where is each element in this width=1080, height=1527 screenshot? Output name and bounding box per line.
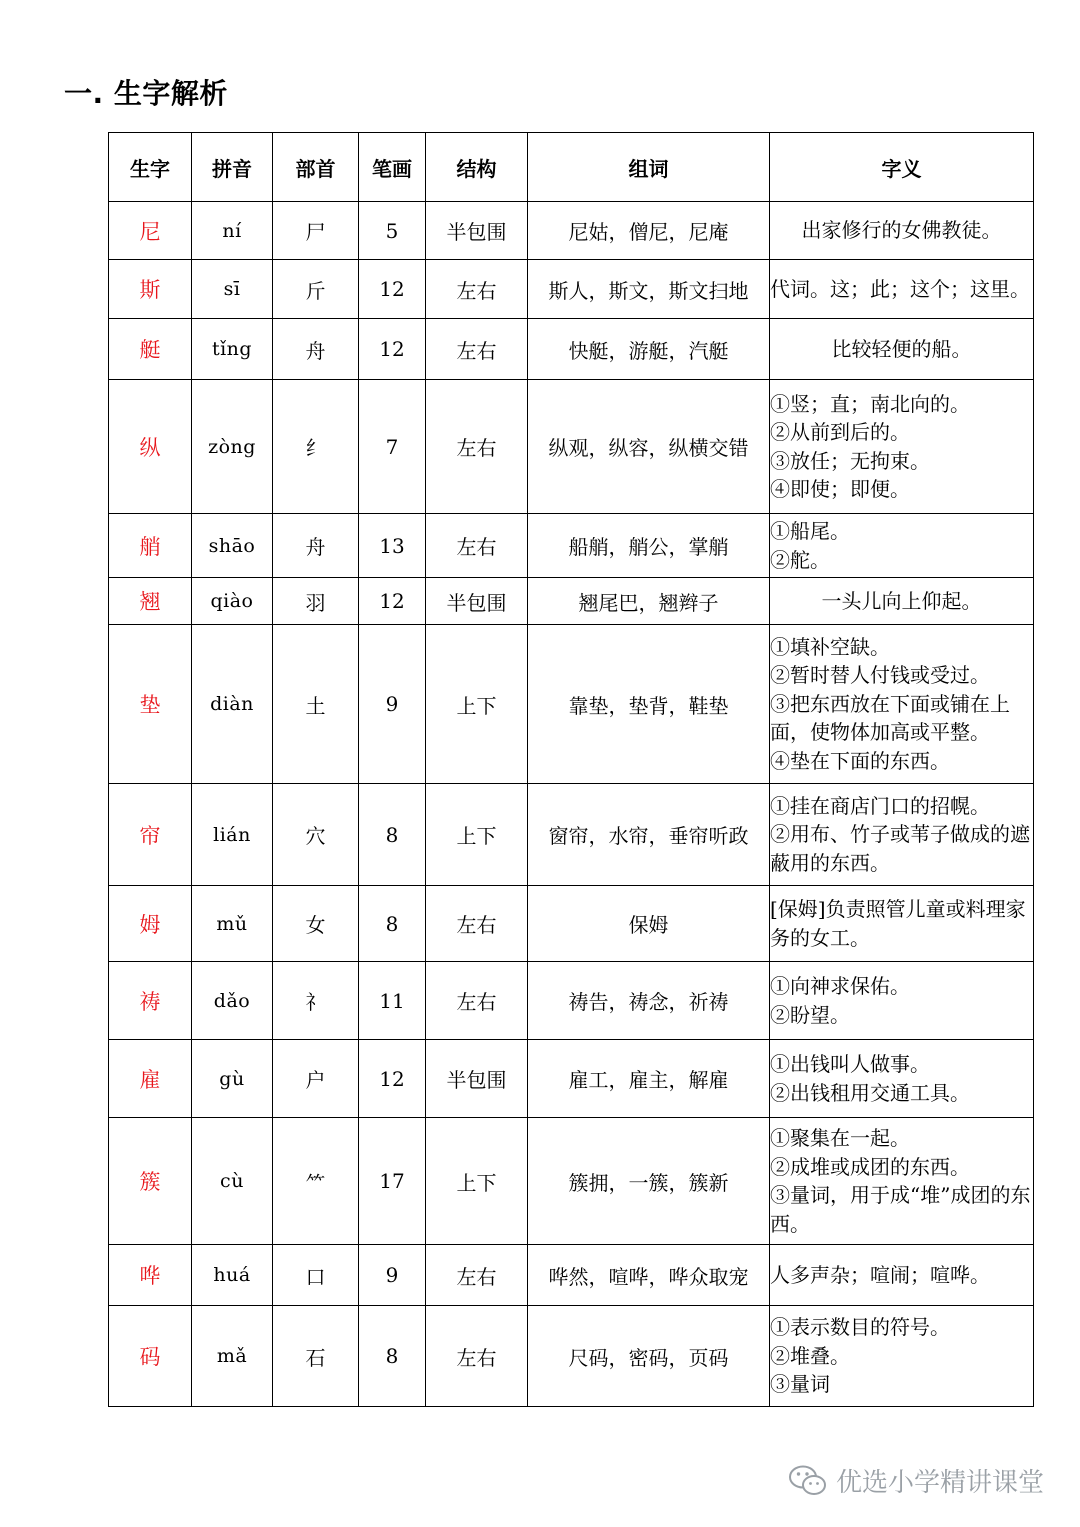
strokes-cell: 12 xyxy=(359,260,426,319)
radical-cell: 斤 xyxy=(273,260,359,319)
meaning-cell: 人多声杂；喧闹；喧哗。 xyxy=(770,1245,1034,1306)
wechat-icon xyxy=(788,1464,828,1498)
table-row xyxy=(109,886,1034,962)
strokes-cell: 12 xyxy=(359,319,426,380)
meaning-cell: 代词。这；此；这个；这里。 xyxy=(770,260,1034,319)
structure-cell: 半包围 xyxy=(426,578,528,625)
structure-cell: 左右 xyxy=(426,260,528,319)
char-cell: 垫 xyxy=(109,625,192,784)
pinyin-cell: gù xyxy=(192,1040,273,1118)
meaning-cell: ①竖；直；南北向的。 ②从前到后的。 ③放任；无拘束。 ④即使；即便。 xyxy=(770,380,1034,514)
words-cell: 簇拥，一簇，簇新 xyxy=(528,1118,770,1245)
char-cell: 雇 xyxy=(109,1040,192,1118)
pinyin-cell: shāo xyxy=(192,514,273,578)
table-row xyxy=(109,784,1034,886)
structure-cell: 上下 xyxy=(426,1118,528,1245)
radical-cell: 口 xyxy=(273,1245,359,1306)
structure-cell: 半包围 xyxy=(426,202,528,260)
char-cell: 翘 xyxy=(109,578,192,625)
meaning-cell: 出家修行的女佛教徒。 xyxy=(770,202,1034,260)
pinyin-cell: lián xyxy=(192,784,273,886)
vocabulary-table xyxy=(108,132,1034,1407)
table-row xyxy=(109,202,1034,260)
pinyin-cell: ní xyxy=(192,202,273,260)
header-strokes: 笔画 xyxy=(359,133,426,202)
strokes-cell: 9 xyxy=(359,1245,426,1306)
strokes-cell: 9 xyxy=(359,625,426,784)
table-row xyxy=(109,319,1034,380)
table-row xyxy=(109,578,1034,625)
meaning-cell: 比较轻便的船。 xyxy=(770,319,1034,380)
pinyin-cell: dǎo xyxy=(192,962,273,1040)
char-cell: 帘 xyxy=(109,784,192,886)
words-cell: 尺码，密码，页码 xyxy=(528,1306,770,1407)
table-row xyxy=(109,625,1034,784)
structure-cell: 左右 xyxy=(426,1245,528,1306)
meaning-cell: 一头儿向上仰起。 xyxy=(770,578,1034,625)
char-cell: 斯 xyxy=(109,260,192,319)
table-row xyxy=(109,514,1034,578)
strokes-cell: 11 xyxy=(359,962,426,1040)
radical-cell: ⺮ xyxy=(273,1118,359,1245)
pinyin-cell: tǐng xyxy=(192,319,273,380)
strokes-cell: 8 xyxy=(359,1306,426,1407)
radical-cell: 羽 xyxy=(273,578,359,625)
words-cell: 船艄，艄公，掌艄 xyxy=(528,514,770,578)
pinyin-cell: cù xyxy=(192,1118,273,1245)
words-cell: 靠垫，垫背，鞋垫 xyxy=(528,625,770,784)
header-pinyin: 拼音 xyxy=(192,133,273,202)
meaning-cell: ①出钱叫人做事。 ②出钱租用交通工具。 xyxy=(770,1040,1034,1118)
table-row xyxy=(109,1118,1034,1245)
table-header-row xyxy=(109,133,1034,202)
meaning-cell: [保姆]负责照管儿童或料理家务的女工。 xyxy=(770,886,1034,962)
char-cell: 簇 xyxy=(109,1118,192,1245)
section-title: 一. 生字解析 xyxy=(64,77,228,110)
radical-cell: 尸 xyxy=(273,202,359,260)
structure-cell: 左右 xyxy=(426,962,528,1040)
header-radical: 部首 xyxy=(273,133,359,202)
words-cell: 雇工，雇主，解雇 xyxy=(528,1040,770,1118)
table-row xyxy=(109,380,1034,514)
radical-cell: 舟 xyxy=(273,319,359,380)
pinyin-cell: zòng xyxy=(192,380,273,514)
meaning-cell: ①填补空缺。 ②暂时替人付钱或受过。 ③把东西放在下面或铺在上面，使物体加高或平整。 ④垫在下面的东西。 xyxy=(770,625,1034,784)
radical-cell: 舟 xyxy=(273,514,359,578)
header-char: 生字 xyxy=(109,133,192,202)
words-cell: 哗然，喧哗，哗众取宠 xyxy=(528,1245,770,1306)
structure-cell: 左右 xyxy=(426,319,528,380)
words-cell: 尼姑，僧尼，尼庵 xyxy=(528,202,770,260)
meaning-cell: ①挂在商店门口的招幌。 ②用布、竹子或苇子做成的遮蔽用的东西。 xyxy=(770,784,1034,886)
char-cell: 纵 xyxy=(109,380,192,514)
words-cell: 纵观，纵容，纵横交错 xyxy=(528,380,770,514)
header-structure: 结构 xyxy=(426,133,528,202)
radical-cell: 礻 xyxy=(273,962,359,1040)
char-cell: 艇 xyxy=(109,319,192,380)
structure-cell: 左右 xyxy=(426,514,528,578)
char-cell: 码 xyxy=(109,1306,192,1407)
header-meaning: 字义 xyxy=(770,133,1034,202)
watermark-text: 优选小学精讲课堂 xyxy=(835,1468,1044,1498)
strokes-cell: 8 xyxy=(359,886,426,962)
char-cell: 祷 xyxy=(109,962,192,1040)
pinyin-cell: huá xyxy=(192,1245,273,1306)
table-row xyxy=(109,1040,1034,1118)
radical-cell: 土 xyxy=(273,625,359,784)
meaning-cell: ①聚集在一起。 ②成堆或成团的东西。 ③量词，用于成“堆”成团的东西。 xyxy=(770,1118,1034,1245)
table-row xyxy=(109,260,1034,319)
radical-cell: 女 xyxy=(273,886,359,962)
watermark xyxy=(788,1462,1044,1499)
strokes-cell: 5 xyxy=(359,202,426,260)
strokes-cell: 12 xyxy=(359,578,426,625)
words-cell: 祷告，祷念，祈祷 xyxy=(528,962,770,1040)
radical-cell: 穴 xyxy=(273,784,359,886)
strokes-cell: 13 xyxy=(359,514,426,578)
meaning-cell: ①向神求保佑。 ②盼望。 xyxy=(770,962,1034,1040)
pinyin-cell: diàn xyxy=(192,625,273,784)
strokes-cell: 12 xyxy=(359,1040,426,1118)
words-cell: 保姆 xyxy=(528,886,770,962)
char-cell: 姆 xyxy=(109,886,192,962)
strokes-cell: 7 xyxy=(359,380,426,514)
radical-cell: 户 xyxy=(273,1040,359,1118)
meaning-cell: ①表示数目的符号。 ②堆叠。 ③量词 xyxy=(770,1306,1034,1407)
structure-cell: 左右 xyxy=(426,886,528,962)
char-cell: 艄 xyxy=(109,514,192,578)
table-row xyxy=(109,962,1034,1040)
radical-cell: 石 xyxy=(273,1306,359,1407)
words-cell: 窗帘，水帘，垂帘听政 xyxy=(528,784,770,886)
char-cell: 哗 xyxy=(109,1245,192,1306)
words-cell: 斯人，斯文，斯文扫地 xyxy=(528,260,770,319)
meaning-cell: ①船尾。 ②舵。 xyxy=(770,514,1034,578)
words-cell: 快艇，游艇，汽艇 xyxy=(528,319,770,380)
pinyin-cell: mǔ xyxy=(192,886,273,962)
strokes-cell: 17 xyxy=(359,1118,426,1245)
words-cell: 翘尾巴，翘辫子 xyxy=(528,578,770,625)
structure-cell: 上下 xyxy=(426,625,528,784)
pinyin-cell: qiào xyxy=(192,578,273,625)
structure-cell: 左右 xyxy=(426,1306,528,1407)
header-words: 组词 xyxy=(528,133,770,202)
strokes-cell: 8 xyxy=(359,784,426,886)
table-row xyxy=(109,1306,1034,1407)
char-cell: 尼 xyxy=(109,202,192,260)
structure-cell: 半包围 xyxy=(426,1040,528,1118)
structure-cell: 左右 xyxy=(426,380,528,514)
pinyin-cell: mǎ xyxy=(192,1306,273,1407)
radical-cell: 纟 xyxy=(273,380,359,514)
pinyin-cell: sī xyxy=(192,260,273,319)
structure-cell: 上下 xyxy=(426,784,528,886)
table-row xyxy=(109,1245,1034,1306)
